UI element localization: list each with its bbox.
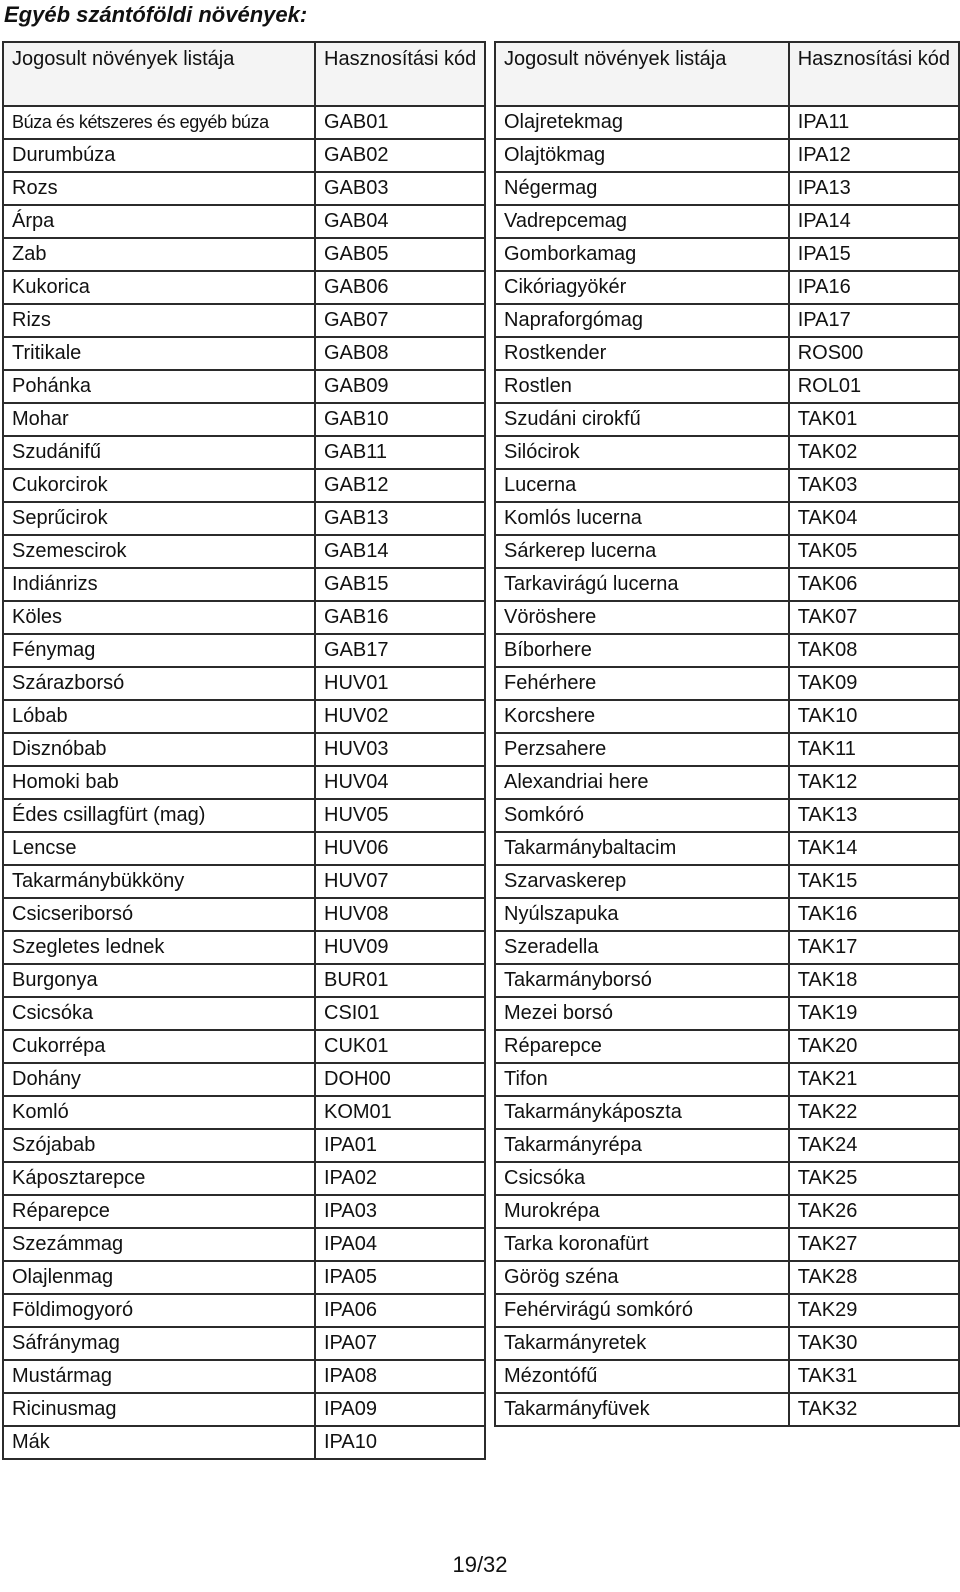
crop-name-cell: Pohánka <box>3 370 315 403</box>
table-row <box>3 601 485 634</box>
table-row <box>495 403 959 436</box>
usage-code-cell: GAB12 <box>315 469 485 502</box>
usage-code-cell: TAK26 <box>789 1195 959 1228</box>
usage-code-cell: TAK21 <box>789 1063 959 1096</box>
usage-code-cell: TAK08 <box>789 634 959 667</box>
crop-name-cell: Somkóró <box>495 799 789 832</box>
usage-code-cell: TAK02 <box>789 436 959 469</box>
crop-name-cell: Édes csillagfürt (mag) <box>3 799 315 832</box>
table-row <box>3 1261 485 1294</box>
usage-code-cell: ROL01 <box>789 370 959 403</box>
table-row <box>3 568 485 601</box>
usage-code-cell: IPA07 <box>315 1327 485 1360</box>
crop-name-cell: Kukorica <box>3 271 315 304</box>
usage-code-cell: TAK10 <box>789 700 959 733</box>
usage-code-cell: HUV02 <box>315 700 485 733</box>
table-row <box>495 1360 959 1393</box>
crop-name-cell: Dohány <box>3 1063 315 1096</box>
table-row <box>495 931 959 964</box>
usage-code-cell: GAB02 <box>315 139 485 172</box>
usage-code-cell: TAK07 <box>789 601 959 634</box>
usage-code-cell: TAK03 <box>789 469 959 502</box>
table-row <box>3 205 485 238</box>
crop-name-cell: Vadrepcemag <box>495 205 789 238</box>
usage-code-cell: HUV03 <box>315 733 485 766</box>
usage-code-cell: GAB14 <box>315 535 485 568</box>
crop-name-cell: Görög széna <box>495 1261 789 1294</box>
usage-code-cell: TAK11 <box>789 733 959 766</box>
table-row <box>3 337 485 370</box>
crop-name-cell: Szarvaskerep <box>495 865 789 898</box>
usage-code-cell: HUV09 <box>315 931 485 964</box>
usage-code-cell: GAB16 <box>315 601 485 634</box>
crop-name-cell: Rostlen <box>495 370 789 403</box>
usage-code-cell: TAK18 <box>789 964 959 997</box>
crop-name-cell: Olajretekmag <box>495 106 789 139</box>
crop-name-cell: Cukorrépa <box>3 1030 315 1063</box>
section-title: Egyéb szántóföldi növények: <box>4 2 308 27</box>
usage-code-cell: TAK06 <box>789 568 959 601</box>
crop-name-cell: Napraforgómag <box>495 304 789 337</box>
crop-name-cell: Szeradella <box>495 931 789 964</box>
usage-code-cell: IPA16 <box>789 271 959 304</box>
usage-code-cell: HUV01 <box>315 667 485 700</box>
crop-name-cell: Takarmányborsó <box>495 964 789 997</box>
table-row <box>495 733 959 766</box>
usage-code-cell: GAB03 <box>315 172 485 205</box>
usage-code-cell: IPA08 <box>315 1360 485 1393</box>
table-row <box>495 1327 959 1360</box>
table-row <box>3 139 485 172</box>
table-row <box>3 667 485 700</box>
usage-code-cell: TAK25 <box>789 1162 959 1195</box>
table-row <box>495 271 959 304</box>
table-row <box>3 271 485 304</box>
table-row <box>3 370 485 403</box>
crop-name-cell: Burgonya <box>3 964 315 997</box>
table-row <box>3 1393 485 1426</box>
table-row <box>495 700 959 733</box>
usage-code-cell: IPA06 <box>315 1294 485 1327</box>
crop-name-cell: Réparepce <box>495 1030 789 1063</box>
table-row <box>3 865 485 898</box>
crop-name-cell: Zab <box>3 238 315 271</box>
table-row <box>495 139 959 172</box>
table-row <box>495 502 959 535</box>
table-row <box>495 898 959 931</box>
table-row <box>495 832 959 865</box>
usage-code-cell: GAB13 <box>315 502 485 535</box>
table-row <box>3 436 485 469</box>
table-row <box>495 1393 959 1426</box>
table-row <box>495 601 959 634</box>
usage-code-cell: TAK14 <box>789 832 959 865</box>
table-row <box>495 964 959 997</box>
crop-name-cell: Lucerna <box>495 469 789 502</box>
table-row <box>495 238 959 271</box>
usage-code-cell: GAB06 <box>315 271 485 304</box>
crop-name-cell: Lencse <box>3 832 315 865</box>
crop-name-cell: Mák <box>3 1426 315 1459</box>
table-row <box>3 469 485 502</box>
usage-code-cell: IPA02 <box>315 1162 485 1195</box>
usage-code-cell: IPA12 <box>789 139 959 172</box>
crop-name-cell: Olajtökmag <box>495 139 789 172</box>
usage-code-cell: IPA14 <box>789 205 959 238</box>
page-number: 19/32 <box>452 1552 508 1577</box>
table-row <box>3 997 485 1030</box>
crop-name-cell: Fehérhere <box>495 667 789 700</box>
usage-code-cell: IPA09 <box>315 1393 485 1426</box>
crop-name-cell: Réparepce <box>3 1195 315 1228</box>
usage-code-cell: GAB10 <box>315 403 485 436</box>
table-row <box>3 1327 485 1360</box>
table-row <box>495 997 959 1030</box>
table-row <box>3 106 485 139</box>
crop-name-cell: Indiánrizs <box>3 568 315 601</box>
table-row <box>3 1294 485 1327</box>
table-row <box>3 403 485 436</box>
crop-name-cell: Homoki bab <box>3 766 315 799</box>
usage-code-cell: TAK05 <box>789 535 959 568</box>
crop-name-cell: Fehérvirágú somkóró <box>495 1294 789 1327</box>
crop-name-cell: Bíborhere <box>495 634 789 667</box>
column-header-usage-code: Hasznosítási kód <box>789 42 959 106</box>
usage-code-cell: TAK31 <box>789 1360 959 1393</box>
crop-name-cell: Cikóriagyökér <box>495 271 789 304</box>
crop-name-cell: Mustármag <box>3 1360 315 1393</box>
table-row <box>3 1360 485 1393</box>
crop-name-cell: Csicsóka <box>3 997 315 1030</box>
table-row <box>3 1195 485 1228</box>
crop-name-cell: Vöröshere <box>495 601 789 634</box>
table-row <box>495 634 959 667</box>
crop-name-cell: Köles <box>3 601 315 634</box>
table-row <box>495 1195 959 1228</box>
usage-code-cell: TAK01 <box>789 403 959 436</box>
crop-name-cell: Tifon <box>495 1063 789 1096</box>
usage-code-cell: IPA01 <box>315 1129 485 1162</box>
table-row <box>3 733 485 766</box>
table-row <box>3 766 485 799</box>
usage-code-cell: HUV07 <box>315 865 485 898</box>
table-row <box>3 535 485 568</box>
table-row <box>3 238 485 271</box>
crop-name-cell: Mézontófű <box>495 1360 789 1393</box>
usage-code-cell: TAK22 <box>789 1096 959 1129</box>
column-header-usage-code: Hasznosítási kód <box>315 42 485 106</box>
usage-code-cell: IPA03 <box>315 1195 485 1228</box>
usage-code-cell: TAK09 <box>789 667 959 700</box>
table-row <box>495 1294 959 1327</box>
usage-code-cell: TAK29 <box>789 1294 959 1327</box>
table-row <box>3 172 485 205</box>
table-row <box>495 865 959 898</box>
usage-code-cell: IPA13 <box>789 172 959 205</box>
crop-name-cell: Búza és kétszeres és egyéb búza <box>3 106 315 139</box>
table-row <box>495 1162 959 1195</box>
usage-code-cell: DOH00 <box>315 1063 485 1096</box>
crop-name-cell: Sárkerep lucerna <box>495 535 789 568</box>
usage-code-cell: KOM01 <box>315 1096 485 1129</box>
crop-name-cell: Lóbab <box>3 700 315 733</box>
column-header-crop-name: Jogosult növények listája <box>495 42 789 106</box>
table-row <box>3 304 485 337</box>
usage-code-cell: HUV06 <box>315 832 485 865</box>
usage-code-cell: TAK15 <box>789 865 959 898</box>
usage-code-cell: BUR01 <box>315 964 485 997</box>
crop-name-cell: Rozs <box>3 172 315 205</box>
usage-code-cell: TAK30 <box>789 1327 959 1360</box>
crop-name-cell: Mohar <box>3 403 315 436</box>
table-row <box>495 172 959 205</box>
crop-name-cell: Csicseriborsó <box>3 898 315 931</box>
crop-name-cell: Ricinusmag <box>3 1393 315 1426</box>
table-row <box>3 964 485 997</box>
table-row <box>495 337 959 370</box>
table-row <box>3 502 485 535</box>
table-row <box>495 304 959 337</box>
table-row <box>495 1261 959 1294</box>
crop-name-cell: Tritikale <box>3 337 315 370</box>
usage-code-cell: IPA17 <box>789 304 959 337</box>
usage-code-cell: TAK28 <box>789 1261 959 1294</box>
crop-name-cell: Perzsahere <box>495 733 789 766</box>
table-row <box>3 898 485 931</box>
usage-code-cell: GAB04 <box>315 205 485 238</box>
usage-code-cell: CUK01 <box>315 1030 485 1063</box>
table-header-row <box>3 42 485 106</box>
crop-name-cell: Csicsóka <box>495 1162 789 1195</box>
crop-name-cell: Takarmányfüvek <box>495 1393 789 1426</box>
table-row <box>495 469 959 502</box>
crop-name-cell: Murokrépa <box>495 1195 789 1228</box>
table-row <box>495 667 959 700</box>
crop-name-cell: Árpa <box>3 205 315 238</box>
usage-code-cell: IPA05 <box>315 1261 485 1294</box>
crop-name-cell: Nyúlszapuka <box>495 898 789 931</box>
crop-name-cell: Durumbúza <box>3 139 315 172</box>
table-row <box>3 634 485 667</box>
usage-code-cell: IPA10 <box>315 1426 485 1459</box>
usage-code-cell: GAB11 <box>315 436 485 469</box>
table-row <box>495 205 959 238</box>
table-row <box>3 832 485 865</box>
usage-code-cell: TAK17 <box>789 931 959 964</box>
table-row <box>3 799 485 832</box>
crop-name-cell: Földimogyoró <box>3 1294 315 1327</box>
table-row <box>495 436 959 469</box>
crop-name-cell: Rizs <box>3 304 315 337</box>
crop-name-cell: Szárazborsó <box>3 667 315 700</box>
table-row <box>3 931 485 964</box>
usage-code-cell: IPA11 <box>789 106 959 139</box>
usage-code-cell: HUV08 <box>315 898 485 931</box>
column-header-crop-name: Jogosult növények listája <box>3 42 315 106</box>
table-row <box>495 1096 959 1129</box>
crop-name-cell: Takarmánybaltacim <box>495 832 789 865</box>
crop-name-cell: Takarmánykáposzta <box>495 1096 789 1129</box>
table-row <box>495 766 959 799</box>
table-row <box>3 1228 485 1261</box>
usage-code-cell: TAK16 <box>789 898 959 931</box>
table-row <box>495 1129 959 1162</box>
table-row <box>3 1030 485 1063</box>
usage-code-cell: HUV05 <box>315 799 485 832</box>
crop-name-cell: Szegletes lednek <box>3 931 315 964</box>
table-row <box>495 799 959 832</box>
crop-name-cell: Tarka koronafürt <box>495 1228 789 1261</box>
usage-code-cell: IPA15 <box>789 238 959 271</box>
crop-name-cell: Szezámmag <box>3 1228 315 1261</box>
usage-code-cell: GAB05 <box>315 238 485 271</box>
crop-name-cell: Takarmányretek <box>495 1327 789 1360</box>
crop-name-cell: Rostkender <box>495 337 789 370</box>
usage-code-cell: CSI01 <box>315 997 485 1030</box>
crop-name-cell: Komlós lucerna <box>495 502 789 535</box>
crop-name-cell: Cukorcirok <box>3 469 315 502</box>
crop-name-cell: Szójabab <box>3 1129 315 1162</box>
crop-name-cell: Takarmányrépa <box>495 1129 789 1162</box>
table-row <box>3 1063 485 1096</box>
table-header-row <box>495 42 959 106</box>
table-row <box>3 1426 485 1459</box>
crop-name-cell: Káposztarepce <box>3 1162 315 1195</box>
usage-code-cell: TAK24 <box>789 1129 959 1162</box>
crop-name-cell: Szudáni cirokfű <box>495 403 789 436</box>
usage-code-cell: TAK19 <box>789 997 959 1030</box>
crop-name-cell: Komló <box>3 1096 315 1129</box>
table-row <box>495 1030 959 1063</box>
table-row <box>495 568 959 601</box>
crop-name-cell: Korcshere <box>495 700 789 733</box>
table-row <box>495 535 959 568</box>
usage-code-cell: GAB09 <box>315 370 485 403</box>
usage-code-cell: ROS00 <box>789 337 959 370</box>
crop-code-table-right <box>494 41 960 1427</box>
crop-name-cell: Silócirok <box>495 436 789 469</box>
crop-name-cell: Szemescirok <box>3 535 315 568</box>
crop-name-cell: Fénymag <box>3 634 315 667</box>
crop-name-cell: Seprűcirok <box>3 502 315 535</box>
table-row <box>495 106 959 139</box>
crop-name-cell: Sáfránymag <box>3 1327 315 1360</box>
table-row <box>495 1228 959 1261</box>
usage-code-cell: GAB07 <box>315 304 485 337</box>
crop-name-cell: Mezei borsó <box>495 997 789 1030</box>
crop-name-cell: Olajlenmag <box>3 1261 315 1294</box>
crop-name-cell: Tarkavirágú lucerna <box>495 568 789 601</box>
usage-code-cell: IPA04 <box>315 1228 485 1261</box>
usage-code-cell: TAK32 <box>789 1393 959 1426</box>
usage-code-cell: TAK20 <box>789 1030 959 1063</box>
table-row <box>495 370 959 403</box>
usage-code-cell: TAK27 <box>789 1228 959 1261</box>
crop-name-cell: Disznóbab <box>3 733 315 766</box>
crop-name-cell: Takarmánybükköny <box>3 865 315 898</box>
crop-name-cell: Gomborkamag <box>495 238 789 271</box>
table-row <box>3 1129 485 1162</box>
usage-code-cell: TAK12 <box>789 766 959 799</box>
table-row <box>3 1162 485 1195</box>
crop-name-cell: Alexandriai here <box>495 766 789 799</box>
usage-code-cell: GAB17 <box>315 634 485 667</box>
usage-code-cell: GAB01 <box>315 106 485 139</box>
usage-code-cell: HUV04 <box>315 766 485 799</box>
usage-code-cell: GAB08 <box>315 337 485 370</box>
usage-code-cell: TAK04 <box>789 502 959 535</box>
crop-code-table-left <box>2 41 486 1460</box>
usage-code-cell: TAK13 <box>789 799 959 832</box>
crop-name-cell: Szudánifű <box>3 436 315 469</box>
table-row <box>495 1063 959 1096</box>
table-row <box>3 700 485 733</box>
table-row <box>3 1096 485 1129</box>
crop-name-cell: Négermag <box>495 172 789 205</box>
usage-code-cell: GAB15 <box>315 568 485 601</box>
